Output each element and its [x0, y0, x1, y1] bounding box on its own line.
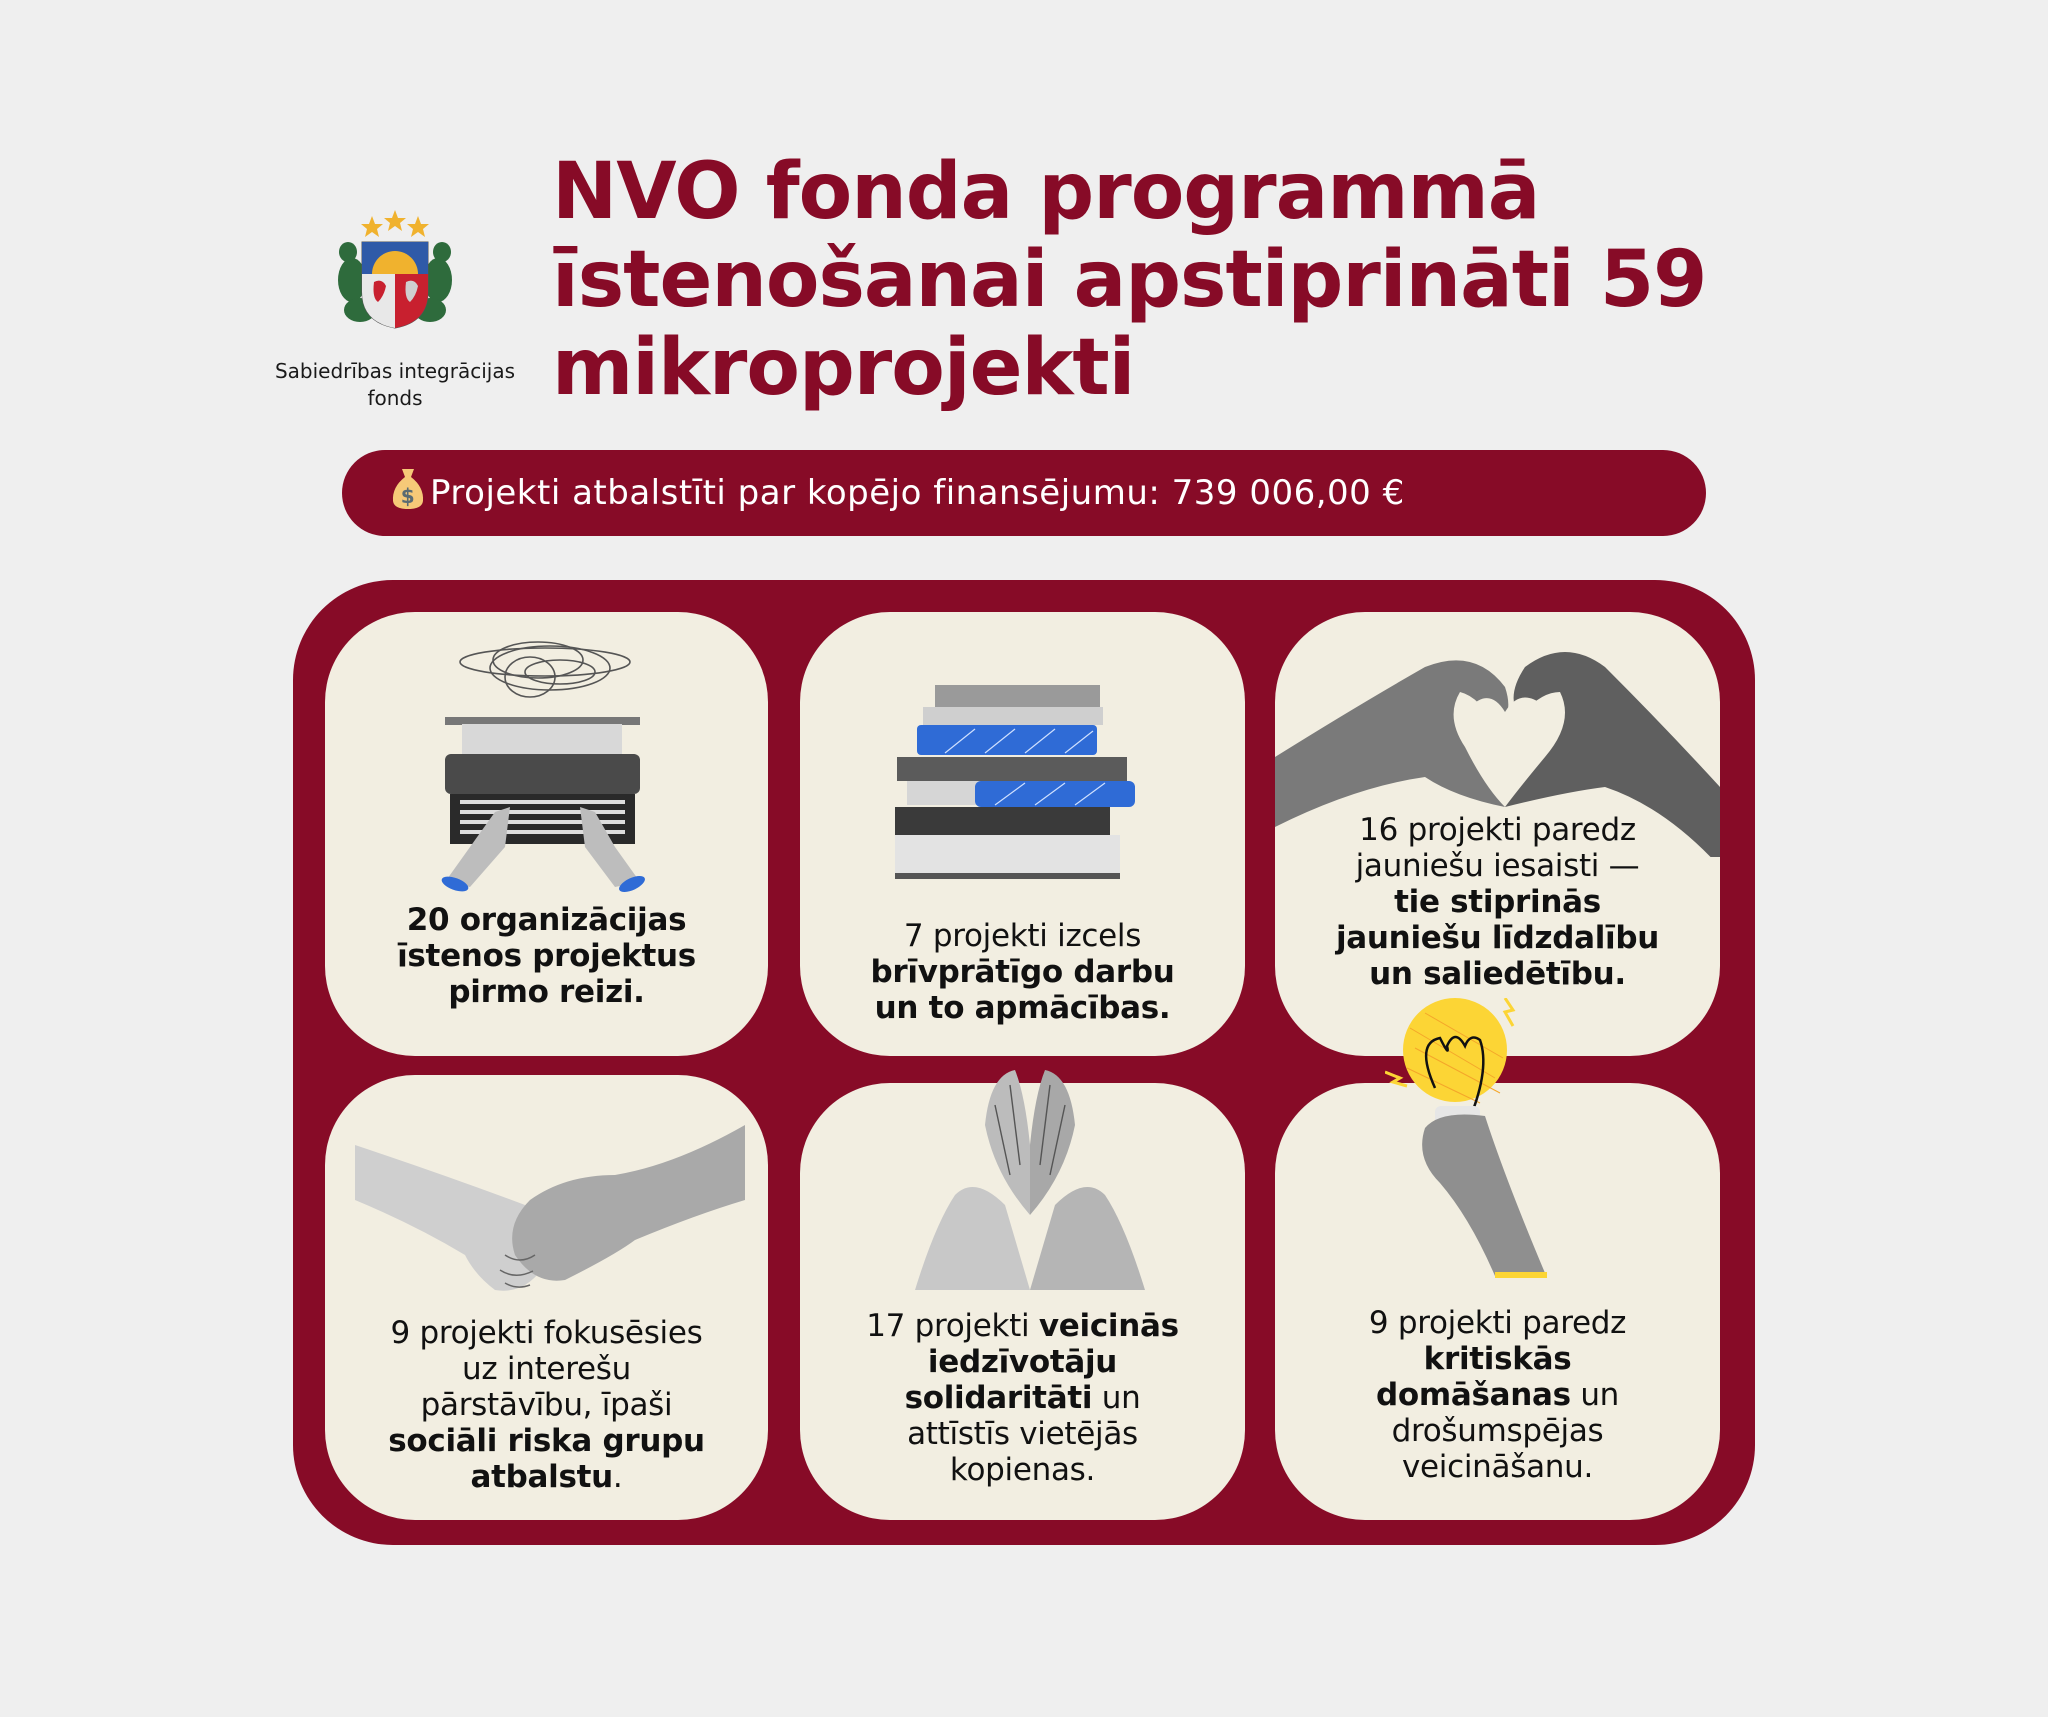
- card-4-line-4: sociāli riska grupu: [388, 1423, 705, 1459]
- svg-text:$: $: [400, 483, 416, 508]
- funding-banner: [342, 450, 1706, 536]
- books-stack-icon: [895, 677, 1155, 897]
- card-2-line-3: un to apmācības.: [874, 990, 1171, 1026]
- card-6-line-1: 9 projekti paredz: [1368, 1305, 1627, 1341]
- card-6-line-3: domāšanas un: [1375, 1377, 1620, 1413]
- stat-card-critical-thinking: [1275, 1083, 1720, 1520]
- title-line-3: mikroprojekti: [552, 323, 1135, 413]
- card-5-line-2: iedzīvotāju: [927, 1344, 1118, 1380]
- page-title: [552, 148, 1852, 412]
- stat-card-youth: [1275, 612, 1720, 1056]
- card-4-line-5: atbalstu.: [470, 1459, 623, 1495]
- stat-card-social-risk: [325, 1075, 768, 1520]
- card-2-line-1: 7 projekti izcels: [903, 918, 1142, 954]
- stat-card-solidarity: [800, 1083, 1245, 1520]
- logo-caption-line2: fonds: [367, 386, 423, 410]
- cupped-hands-icon: [915, 1065, 1145, 1295]
- card-3-line-4: jauniešu līdzdalību: [1335, 920, 1660, 956]
- typewriter-icon: [410, 632, 680, 897]
- card-2-line-2: brīvprātīgo darbu: [870, 954, 1175, 990]
- stat-card-first-time-orgs: [325, 612, 768, 1056]
- card-6-line-2: kritiskās: [1423, 1341, 1572, 1377]
- card-5-line-3: solidaritāti un: [904, 1380, 1141, 1416]
- stat-card-volunteering: [800, 612, 1245, 1056]
- funding-text: Projekti atbalstīti par kopējo finansējumu: 739 006,00 €: [430, 473, 1405, 513]
- card-3-line-5: un saliedētību.: [1369, 956, 1626, 992]
- card-5-line-4: attīstīs vietējās: [907, 1416, 1138, 1452]
- title-line-2: īstenošanai apstiprināti 59: [552, 235, 1707, 325]
- title-line-1: NVO fonda programmā: [552, 147, 1540, 237]
- card-5-line-1: 17 projekti veicinās: [866, 1308, 1179, 1344]
- handshake-icon: [355, 1115, 745, 1300]
- card-3-line-2: jauniešu iesaisti —: [1355, 848, 1640, 884]
- card-4-line-3: pārstāvību, īpaši: [420, 1387, 673, 1423]
- coat-of-arms-icon: [330, 210, 460, 340]
- card-4-line-1: 9 projekti fokusēsies: [390, 1315, 703, 1351]
- card-3-line-3: tie stiprinās: [1394, 884, 1601, 920]
- card-4-line-2: uz interešu: [462, 1351, 631, 1387]
- card-5-line-5: kopienas.: [949, 1452, 1096, 1488]
- card-1-line-2: īstenos projektus: [397, 938, 696, 974]
- card-6-line-4: drošumspējas: [1391, 1413, 1604, 1449]
- lightbulb-hand-icon: [1385, 998, 1585, 1283]
- logo-block: [255, 210, 535, 412]
- card-6-line-5: veicināšanu.: [1401, 1449, 1594, 1485]
- card-1-line-1: 20 organizācijas: [406, 902, 687, 938]
- logo-caption-line1: Sabiedrības integrācijas: [274, 359, 516, 383]
- card-3-line-1: 16 projekti paredz: [1359, 812, 1636, 848]
- card-1-line-3: pirmo reizi.: [448, 974, 645, 1010]
- money-bag-icon: [390, 467, 426, 520]
